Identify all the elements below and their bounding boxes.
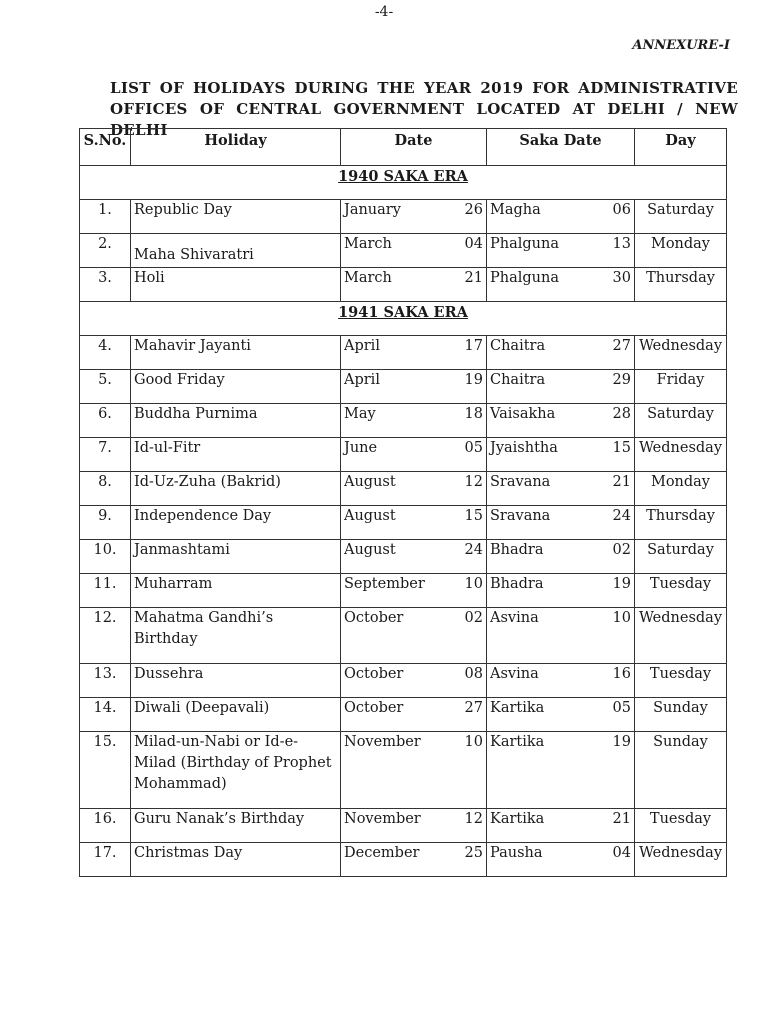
era-row: [80, 166, 727, 200]
table-row: [80, 336, 727, 370]
saka-day: 16: [612, 666, 631, 682]
cell-day: Friday: [635, 370, 727, 404]
cell-day: Monday: [635, 234, 727, 268]
saka-day: 28: [612, 406, 631, 422]
holiday-name: Buddha Purnima: [134, 406, 258, 422]
cell-day: Sunday: [635, 698, 727, 732]
saka-month: Phalguna: [490, 236, 559, 252]
table-row: [80, 268, 727, 302]
table-row: [80, 200, 727, 234]
cell-holiday: [131, 506, 341, 540]
cell-sno: 15.: [80, 732, 131, 809]
table-row: [80, 234, 727, 268]
cell-sno: 2.: [80, 234, 131, 268]
date-day: 15: [464, 508, 483, 524]
table-row: [80, 608, 727, 664]
holiday-name: Mahatma Gandhi’s Birthday: [134, 610, 274, 647]
era-heading: 1941 SAKA ERA: [338, 304, 468, 321]
holiday-name: Id-Uz-Zuha (Bakrid): [134, 474, 281, 490]
cell-saka-date: [487, 234, 635, 268]
cell-holiday: [131, 200, 341, 234]
cell-saka-date: [487, 809, 635, 843]
cell-holiday: [131, 438, 341, 472]
cell-day: Saturday: [635, 200, 727, 234]
date-month: January: [344, 202, 401, 218]
holiday-name: Good Friday: [134, 372, 225, 388]
saka-day: 21: [612, 811, 631, 827]
cell-date: [341, 336, 487, 370]
saka-month: Magha: [490, 202, 541, 218]
date-month: June: [344, 440, 378, 456]
saka-day: 10: [612, 610, 631, 626]
date-month: October: [344, 666, 404, 682]
cell-holiday: [131, 336, 341, 370]
cell-sno: 12.: [80, 608, 131, 664]
saka-month: Kartika: [490, 811, 545, 827]
cell-date: [341, 370, 487, 404]
date-day: 18: [464, 406, 483, 422]
header-holiday: Holiday: [131, 129, 341, 166]
date-day: 12: [464, 811, 483, 827]
cell-date: [341, 200, 487, 234]
holiday-name: Republic Day: [134, 202, 232, 218]
holiday-name: Guru Nanak’s Birthday: [134, 811, 305, 827]
cell-holiday: [131, 809, 341, 843]
table-row: [80, 843, 727, 877]
table-row: [80, 506, 727, 540]
date-month: April: [344, 338, 380, 354]
cell-saka-date: [487, 698, 635, 732]
cell-date: [341, 698, 487, 732]
cell-day: Saturday: [635, 540, 727, 574]
table-row: [80, 732, 727, 809]
cell-saka-date: [487, 472, 635, 506]
date-month: May: [344, 406, 376, 422]
holiday-name: Id-ul-Fitr: [134, 440, 201, 456]
holiday-name: Muharram: [134, 576, 213, 592]
cell-saka-date: [487, 732, 635, 809]
saka-month: Asvina: [490, 666, 539, 682]
saka-month: Vaisakha: [490, 406, 556, 422]
cell-date: [341, 234, 487, 268]
saka-day: 06: [612, 202, 631, 218]
saka-month: Kartika: [490, 700, 545, 716]
saka-month: Jyaishtha: [490, 440, 558, 456]
cell-saka-date: [487, 336, 635, 370]
title-line-1: LIST OF HOLIDAYS DURING THE YEAR 2019 FOR ADMINISTRATIVE: [110, 79, 738, 97]
table-row: [80, 698, 727, 732]
table-row: [80, 809, 727, 843]
cell-holiday: [131, 664, 341, 698]
table-row: [80, 540, 727, 574]
date-day: 02: [464, 610, 483, 626]
cell-sno: 8.: [80, 472, 131, 506]
cell-date: [341, 732, 487, 809]
date-month: March: [344, 270, 392, 286]
date-month: March: [344, 236, 392, 252]
saka-day: 19: [612, 734, 631, 750]
cell-sno: 13.: [80, 664, 131, 698]
header-sno: S.No.: [80, 129, 131, 166]
date-month: August: [344, 508, 396, 524]
cell-day: Thursday: [635, 268, 727, 302]
header-saka-date: Saka Date: [487, 129, 635, 166]
saka-month: Sravana: [490, 508, 551, 524]
saka-month: Bhadra: [490, 542, 544, 558]
cell-sno: 5.: [80, 370, 131, 404]
cell-sno: 16.: [80, 809, 131, 843]
date-day: 12: [464, 474, 483, 490]
holiday-name: Maha Shivaratri: [134, 247, 254, 263]
date-month: October: [344, 610, 404, 626]
cell-day: Monday: [635, 472, 727, 506]
saka-day: 13: [612, 236, 631, 252]
date-day: 17: [464, 338, 483, 354]
holiday-name: Independence Day: [134, 508, 272, 524]
header-day: Day: [635, 129, 727, 166]
date-day: 21: [464, 270, 483, 286]
cell-saka-date: [487, 540, 635, 574]
saka-day: 29: [612, 372, 631, 388]
cell-holiday: [131, 540, 341, 574]
saka-day: 19: [612, 576, 631, 592]
date-day: 27: [464, 700, 483, 716]
date-day: 25: [464, 845, 483, 861]
saka-month: Sravana: [490, 474, 551, 490]
cell-saka-date: [487, 404, 635, 438]
date-month: October: [344, 700, 404, 716]
cell-day: Tuesday: [635, 664, 727, 698]
era-heading: 1940 SAKA ERA: [338, 168, 468, 185]
table-row: [80, 370, 727, 404]
cell-holiday: [131, 732, 341, 809]
cell-sno: 14.: [80, 698, 131, 732]
table-row: [80, 404, 727, 438]
cell-sno: 10.: [80, 540, 131, 574]
cell-date: [341, 540, 487, 574]
cell-date: [341, 268, 487, 302]
holiday-name: Mahavir Jayanti: [134, 338, 251, 354]
cell-sno: 7.: [80, 438, 131, 472]
annexure-label: ANNEXURE-I: [632, 38, 730, 53]
cell-day: Saturday: [635, 404, 727, 438]
cell-day: Tuesday: [635, 809, 727, 843]
date-month: August: [344, 474, 396, 490]
holiday-table-body: [80, 166, 727, 877]
date-day: 26: [464, 202, 483, 218]
date-day: 04: [464, 236, 483, 252]
cell-saka-date: [487, 608, 635, 664]
cell-date: [341, 843, 487, 877]
cell-day: Wednesday: [635, 438, 727, 472]
saka-month: Chaitra: [490, 372, 546, 388]
cell-sno: 1.: [80, 200, 131, 234]
cell-holiday: [131, 472, 341, 506]
saka-day: 21: [612, 474, 631, 490]
saka-day: 05: [612, 700, 631, 716]
cell-saka-date: [487, 506, 635, 540]
saka-day: 15: [612, 440, 631, 456]
cell-holiday: [131, 574, 341, 608]
cell-day: Thursday: [635, 506, 727, 540]
cell-date: [341, 404, 487, 438]
cell-date: [341, 574, 487, 608]
cell-holiday: [131, 843, 341, 877]
cell-holiday: [131, 698, 341, 732]
cell-day: Sunday: [635, 732, 727, 809]
cell-saka-date: [487, 574, 635, 608]
holiday-name: Milad-un-Nabi or Id-e-Milad (Birthday of Prophet Mohammad): [134, 734, 332, 792]
date-day: 05: [464, 440, 483, 456]
date-month: December: [344, 845, 420, 861]
saka-month: Chaitra: [490, 338, 546, 354]
date-day: 24: [464, 542, 483, 558]
cell-sno: 17.: [80, 843, 131, 877]
holiday-name: Christmas Day: [134, 845, 243, 861]
cell-saka-date: [487, 200, 635, 234]
cell-sno: 11.: [80, 574, 131, 608]
date-day: 19: [464, 372, 483, 388]
saka-month: Phalguna: [490, 270, 559, 286]
date-month: November: [344, 811, 421, 827]
date-day: 10: [464, 734, 483, 750]
holiday-name: Dussehra: [134, 666, 204, 682]
date-day: 10: [464, 576, 483, 592]
cell-holiday: [131, 370, 341, 404]
cell-date: [341, 472, 487, 506]
holiday-name: Diwali (Deepavali): [134, 700, 270, 716]
holiday-name: Janmashtami: [134, 542, 230, 558]
saka-month: Kartika: [490, 734, 545, 750]
saka-day: 30: [612, 270, 631, 286]
saka-day: 04: [612, 845, 631, 861]
cell-holiday: [131, 404, 341, 438]
cell-day: Wednesday: [635, 843, 727, 877]
cell-day: Tuesday: [635, 574, 727, 608]
cell-date: [341, 664, 487, 698]
cell-holiday: [131, 234, 341, 268]
table-row: [80, 472, 727, 506]
saka-day: 24: [612, 508, 631, 524]
cell-sno: 4.: [80, 336, 131, 370]
date-month: April: [344, 372, 380, 388]
cell-sno: 3.: [80, 268, 131, 302]
saka-month: Bhadra: [490, 576, 544, 592]
cell-saka-date: [487, 370, 635, 404]
cell-saka-date: [487, 843, 635, 877]
saka-month: Asvina: [490, 610, 539, 626]
cell-holiday: [131, 268, 341, 302]
cell-date: [341, 506, 487, 540]
date-day: 08: [464, 666, 483, 682]
table-row: [80, 438, 727, 472]
cell-saka-date: [487, 268, 635, 302]
header-row: [80, 129, 727, 166]
era-row: [80, 302, 727, 336]
cell-day: Wednesday: [635, 336, 727, 370]
header-date: Date: [341, 129, 487, 166]
saka-month: Pausha: [490, 845, 543, 861]
cell-sno: 6.: [80, 404, 131, 438]
cell-date: [341, 438, 487, 472]
cell-saka-date: [487, 664, 635, 698]
saka-day: 27: [612, 338, 631, 354]
date-month: September: [344, 576, 425, 592]
title-line-2: OFFICES OF CENTRAL GOVERNMENT LOCATED AT DELHI / NEW DELHI: [110, 100, 738, 139]
date-month: August: [344, 542, 396, 558]
cell-date: [341, 608, 487, 664]
page-number: -4-: [374, 4, 394, 20]
holiday-name: Holi: [134, 270, 165, 286]
cell-date: [341, 809, 487, 843]
table-row: [80, 664, 727, 698]
saka-day: 02: [612, 542, 631, 558]
cell-holiday: [131, 608, 341, 664]
holiday-table: [79, 128, 727, 877]
cell-day: Wednesday: [635, 608, 727, 664]
date-month: November: [344, 734, 421, 750]
cell-sno: 9.: [80, 506, 131, 540]
cell-saka-date: [487, 438, 635, 472]
table-row: [80, 574, 727, 608]
